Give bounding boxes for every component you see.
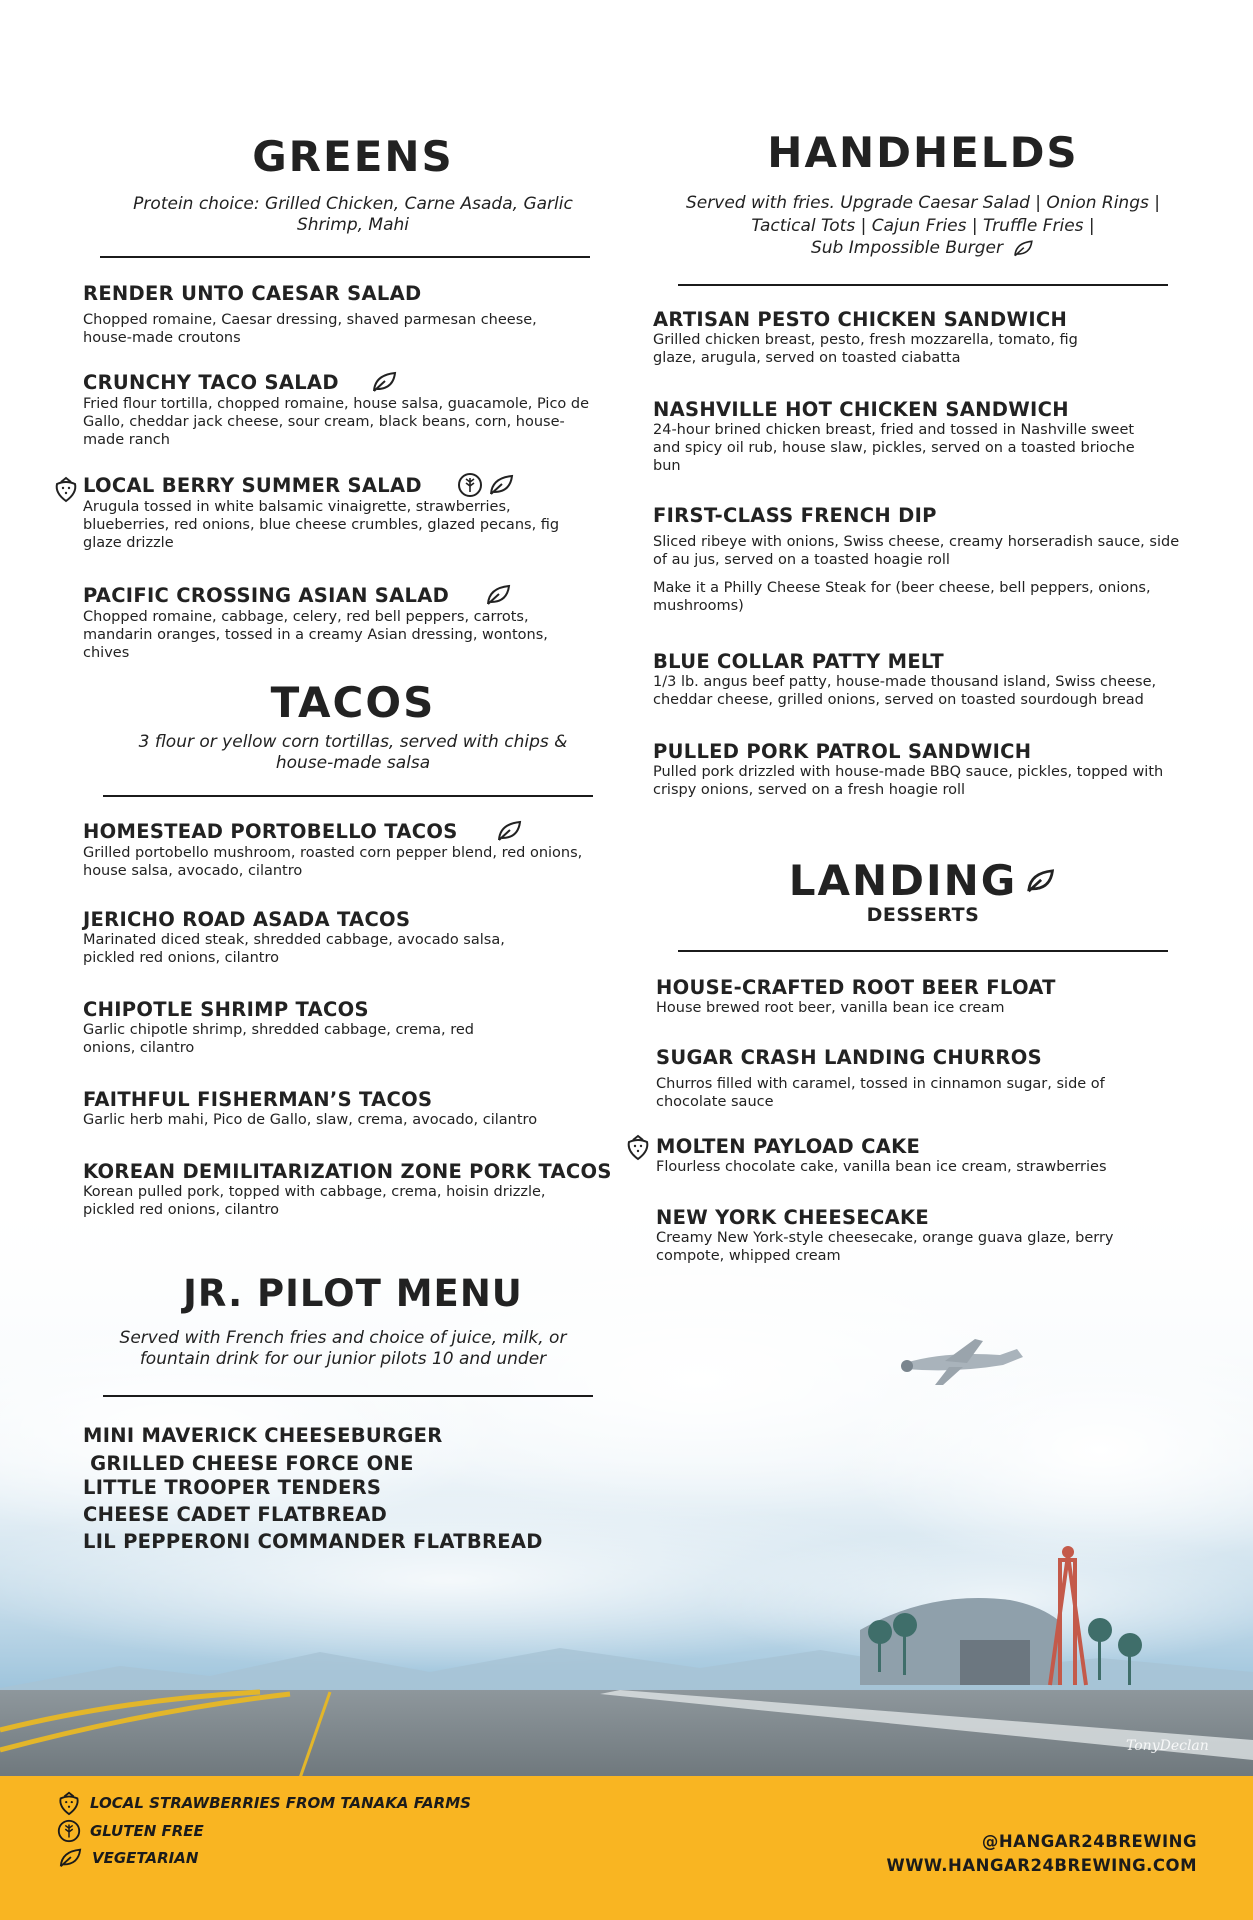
gluten-free-icon [456,472,486,498]
handhelds-subtitle-line: Sub Impossible Burger [653,238,1193,259]
strawberry-icon [52,475,80,503]
menu-item: FAITHFUL FISHERMAN’S TACOS Garlic herb mahi, Pico de Gallo, slaw, crema, avocado, cilantro [83,1088,538,1128]
vegetarian-leaf-icon [1023,866,1057,896]
vegetarian-leaf-icon [1011,238,1035,259]
greens-subtitle: Protein choice: Grilled Chicken, Carne Asada, Garlic Shrimp, Mahi [133,194,573,235]
handhelds-subtitle-line: Served with fries. Upgrade Caesar Salad | Onion Rings | [686,193,1160,213]
menu-item: ARTISAN PESTO CHICKEN SANDWICH Grilled chicken breast, pesto, fresh mozzarella, tomato, fig glaze, arugula, served on toasted ciabatta [653,308,1078,366]
menu-item: SUGAR CRASH LANDING CHURROS Churros filled with caramel, tossed in cinnamon sugar, side of chocolate sauce [656,1046,1105,1110]
greens-title: GREENS [252,132,454,181]
jr-pilot-subtitle: Served with French fries and choice of juice, milk, or fountain drink for our junior pilots 10 and under [119,1328,567,1369]
handhelds-title: HANDHELDS [767,128,1079,177]
jr-pilot-divider [103,1395,593,1397]
menu-item: PACIFIC CROSSING ASIAN SALAD Chopped romaine, cabbage, celery, red bell peppers, carrots, mandarin oranges, tossed in a creamy Asian dressing, wontons, chives [83,583,548,661]
menu-item: MOLTEN PAYLOAD CAKE Flourless chocolate cake, vanilla bean ice cream, strawberries [656,1135,1107,1175]
website-link[interactable]: WWW.HANGAR24BREWING.COM [886,1856,1197,1875]
greens-divider [100,256,590,258]
vegetarian-leaf-icon [483,582,513,608]
vegetarian-leaf-icon [369,369,399,395]
gluten-free-icon [56,1818,82,1844]
list-item: CHEESE CADET FLATBREAD [83,1503,388,1526]
vegetarian-leaf-icon [486,472,516,498]
menu-item: NEW YORK CHEESECAKE Creamy New York-style cheesecake, orange guava glaze, berry compote, whipped cream [656,1206,1114,1264]
vegetarian-leaf-icon [494,818,524,844]
footer-bar [0,1776,1253,1920]
artist-signature: TonyDeclan [1126,1738,1209,1754]
vegetarian-leaf-icon [56,1846,84,1870]
menu-item: LOCAL BERRY SUMMER SALAD Arugula tossed in white balsamic vinaigrette, strawberries, blueberries, red onions, blue cheese crumbles, glazed pecans, fig glaze drizzle [83,473,560,551]
menu-item: HOUSE-CRAFTED ROOT BEER FLOAT House brewed root beer, vanilla bean ice cream [656,976,1056,1016]
jr-pilot-title: JR. PILOT MENU [183,1272,523,1315]
tacos-title: TACOS [270,678,436,727]
menu-item: JERICHO ROAD ASADA TACOS Marinated diced steak, shredded cabbage, avocado salsa, pickled red onions, cilantro [83,908,505,966]
menu-item: CRUNCHY TACO SALAD Fried flour tortilla, chopped romaine, house salsa, guacamole, Pico de Gallo, cheddar jack cheese, sour cream, black beans, corn, house-made ranch [83,370,590,448]
menu-item: NASHVILLE HOT CHICKEN SANDWICH 24-hour brined chicken breast, fried and tossed in Nashville sweet and spicy oil rub, house slaw, pickles, served on a toasted brioche bun [653,398,1135,474]
menu-item: KOREAN DEMILITARIZATION ZONE PORK TACOS Korean pulled pork, topped with cabbage, crema, hoisin drizzle, pickled red onions, cilantro [83,1160,612,1218]
strawberry-icon [56,1790,82,1816]
landing-divider [678,950,1168,952]
handhelds-divider [678,284,1168,286]
landing-subtitle: DESSERTS [866,904,980,926]
list-item: GRILLED CHEESE FORCE ONE [83,1452,414,1475]
menu-item: PULLED PORK PATROL SANDWICH Pulled pork drizzled with house-made BBQ sauce, pickles, topped with crispy onions, served on a fresh hoagie roll [653,740,1164,798]
list-item: LIL PEPPERONI COMMANDER FLATBREAD [83,1530,543,1553]
tacos-subtitle: 3 flour or yellow corn tortillas, served with chips & house-made salsa [138,732,568,773]
tacos-divider [103,795,593,797]
list-item: LITTLE TROOPER TENDERS [83,1476,382,1499]
landing-title: LANDING [653,856,1193,905]
menu-item: HOMESTEAD PORTOBELLO TACOS Grilled portobello mushroom, roasted corn pepper blend, red onions, house salsa, avocado, cilantro [83,819,583,879]
list-item: MINI MAVERICK CHEESEBURGER [83,1424,443,1447]
legend-berry: LOCAL STRAWBERRIES FROM TANAKA FARMS [56,1790,471,1816]
legend-veg: VEGETARIAN [56,1846,198,1870]
menu-item: RENDER UNTO CAESAR SALAD Chopped romaine, Caesar dressing, shaved parmesan cheese, house-made croutons [83,282,537,346]
menu-item: BLUE COLLAR PATTY MELT 1/3 lb. angus beef patty, house-made thousand island, Swiss cheese, cheddar cheese, grilled onions, served on toasted sourdough bread [653,650,1157,708]
strawberry-icon [624,1133,652,1161]
legend-gluten: GLUTEN FREE [56,1818,204,1844]
handhelds-subtitle-line: Tactical Tots | Cajun Fries | Truffle Fries | [751,216,1095,236]
menu-item: CHIPOTLE SHRIMP TACOS Garlic chipotle shrimp, shredded cabbage, crema, red onions, cilantro [83,998,474,1056]
social-handle[interactable]: @HANGAR24BREWING [981,1832,1197,1851]
menu-item: FIRST-CLASS FRENCH DIP Sliced ribeye with onions, Swiss cheese, creamy horseradish sauce, side of au jus, served on a toasted hoagie roll Make it a Philly Cheese Steak for (beer cheese, bell peppers, onions, mushrooms) [653,504,1180,614]
